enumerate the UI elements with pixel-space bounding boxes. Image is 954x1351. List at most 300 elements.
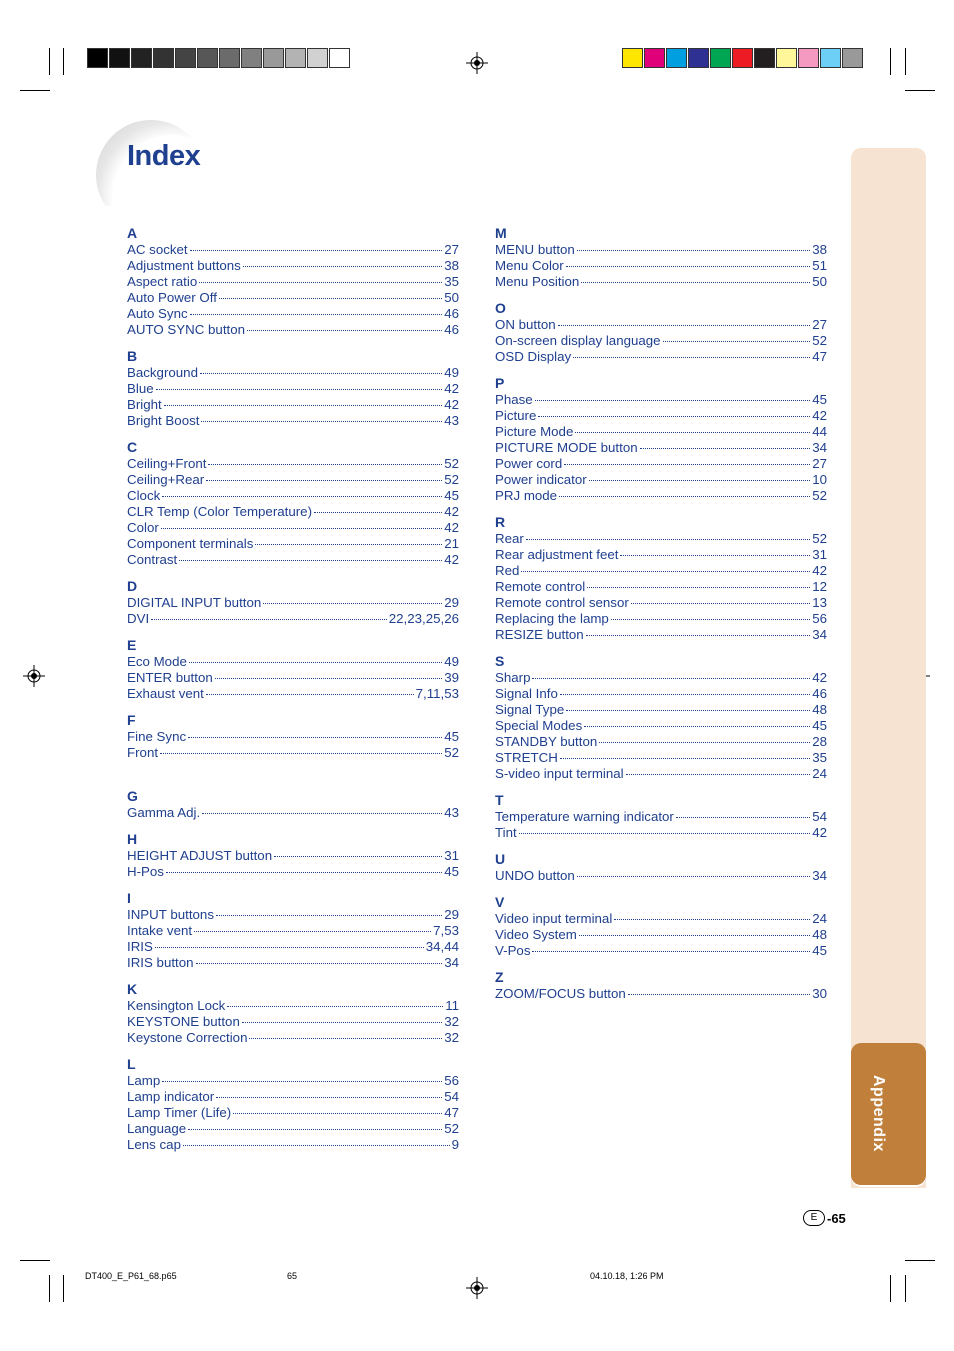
index-page-ref: 24 [812, 911, 827, 926]
index-page-ref: 29 [444, 595, 459, 610]
index-page-ref: 45 [444, 729, 459, 744]
index-entry [495, 349, 827, 365]
crop-mark [49, 1275, 50, 1302]
index-page-ref: 27 [812, 456, 827, 471]
color-swatch [754, 48, 775, 68]
index-entry [495, 531, 827, 547]
dot-leader [216, 915, 442, 916]
color-swatch [776, 48, 797, 68]
index-page-ref: 30 [812, 986, 827, 1001]
dot-leader [611, 619, 810, 620]
index-term: Language [127, 1121, 187, 1136]
index-entry [127, 745, 459, 761]
index-entry [127, 955, 459, 971]
index-entry [127, 504, 459, 520]
page-number [803, 1210, 846, 1226]
crop-mark [63, 1275, 64, 1302]
index-page-ref: 32 [444, 1014, 459, 1029]
color-swatch [666, 48, 687, 68]
crop-mark [905, 1275, 906, 1302]
dot-leader [581, 282, 810, 283]
index-page-ref: 34,44 [425, 939, 459, 954]
crop-mark [63, 48, 64, 75]
index-page-ref: 45 [812, 718, 827, 733]
gray-swatch [109, 48, 130, 68]
crop-mark [890, 1275, 891, 1302]
section-letter: D [127, 578, 138, 594]
dot-leader [188, 1129, 442, 1130]
index-page-ref: 45 [444, 864, 459, 879]
dot-leader [202, 813, 442, 814]
dot-leader [577, 250, 810, 251]
index-entry [127, 1137, 459, 1153]
index-entry [495, 943, 827, 959]
index-page-ref: 48 [812, 702, 827, 717]
registration-mark-icon [23, 665, 45, 687]
section-letter: S [495, 653, 505, 669]
index-page-ref: 46 [812, 686, 827, 701]
gray-swatch [219, 48, 240, 68]
index-term: Signal Type [495, 702, 565, 717]
index-entry [495, 927, 827, 943]
index-term: Bright Boost [127, 413, 200, 428]
dot-leader [631, 603, 810, 604]
dot-leader [532, 678, 810, 679]
dot-leader [573, 357, 810, 358]
index-page-ref: 21 [444, 536, 459, 551]
index-term: Signal Info [495, 686, 558, 701]
index-term: INPUT buttons [127, 907, 214, 922]
index-term: Intake vent [127, 923, 193, 938]
index-entry [495, 809, 827, 825]
index-entry [495, 579, 827, 595]
index-entry [127, 488, 459, 504]
language-badge: E [803, 1210, 825, 1226]
index-page-ref: 31 [444, 848, 459, 863]
index-entry [495, 686, 827, 702]
section-letter: O [495, 300, 506, 316]
index-entry [127, 686, 459, 702]
index-entry [495, 563, 827, 579]
index-entry [495, 456, 827, 472]
index-entry [127, 1073, 459, 1089]
dot-leader [579, 935, 810, 936]
dot-leader [179, 560, 442, 561]
index-page-ref: 43 [444, 805, 459, 820]
index-entry [127, 595, 459, 611]
index-page-ref: 54 [812, 809, 827, 824]
gray-swatch [175, 48, 196, 68]
section-letter: F [127, 712, 136, 728]
dot-leader [584, 726, 810, 727]
index-page-ref: 11 [445, 998, 459, 1013]
dot-leader [206, 480, 442, 481]
dot-leader [208, 464, 442, 465]
dot-leader [161, 528, 442, 529]
registration-mark-icon [466, 1277, 488, 1299]
index-entry [127, 520, 459, 536]
dot-leader [577, 876, 810, 877]
index-term: Rear [495, 531, 524, 546]
index-page-ref: 42 [812, 670, 827, 685]
index-term: Ceiling+Rear [127, 472, 205, 487]
index-page-ref: 13 [812, 595, 827, 610]
index-entry [127, 1105, 459, 1121]
index-entry [495, 702, 827, 718]
index-page-ref: 22,23,25,26 [388, 611, 459, 626]
index-page-ref: 52 [444, 1121, 459, 1136]
index-term: Clock [127, 488, 161, 503]
color-swatch [820, 48, 841, 68]
index-page-ref: 52 [444, 745, 459, 760]
index-page-ref: 52 [444, 472, 459, 487]
index-entry [495, 986, 827, 1002]
index-term: Menu Color [495, 258, 564, 273]
index-entry [127, 1030, 459, 1046]
dot-leader [676, 817, 810, 818]
index-term: Exhaust vent [127, 686, 204, 701]
index-entry [495, 274, 827, 290]
index-term: Auto Power Off [127, 290, 217, 305]
index-term: IRIS [127, 939, 153, 954]
section-letter: V [495, 894, 505, 910]
gray-swatch [307, 48, 328, 68]
gray-calibration-bar [87, 48, 351, 68]
index-term: Lamp indicator [127, 1089, 215, 1104]
index-term: Sharp [495, 670, 531, 685]
index-entry [127, 274, 459, 290]
index-term: Color [127, 520, 159, 535]
dot-leader [216, 1097, 442, 1098]
index-entry [495, 258, 827, 274]
index-term: Component terminals [127, 536, 254, 551]
section-letter: T [495, 792, 504, 808]
index-page-ref: 42 [812, 408, 827, 423]
dot-leader [564, 464, 810, 465]
index-entry [127, 413, 459, 429]
index-page-ref: 35 [444, 274, 459, 289]
dot-leader [614, 919, 810, 920]
dot-leader [538, 416, 810, 417]
index-entry [495, 472, 827, 488]
index-page-ref: 10 [812, 472, 827, 487]
index-page-ref: 52 [812, 531, 827, 546]
index-entry [127, 654, 459, 670]
index-page-ref: 27 [812, 317, 827, 332]
index-page-ref: 38 [444, 258, 459, 273]
index-page-ref: 48 [812, 927, 827, 942]
index-entry [127, 848, 459, 864]
dot-leader [219, 298, 442, 299]
index-term: PRJ mode [495, 488, 558, 503]
gray-swatch [87, 48, 108, 68]
appendix-tab [851, 1043, 926, 1187]
footer-filename: DT400_E_P61_68.p65 [85, 1271, 177, 1281]
index-term: Remote control [495, 579, 586, 594]
index-term: Video input terminal [495, 911, 613, 926]
index-page-ref: 50 [444, 290, 459, 305]
index-page-ref: 42 [444, 552, 459, 567]
index-entry [495, 825, 827, 841]
index-entry [127, 923, 459, 939]
color-swatch [732, 48, 753, 68]
index-term: Auto Sync [127, 306, 188, 321]
index-term: ON button [495, 317, 556, 332]
index-term: UNDO button [495, 868, 575, 883]
index-term: Temperature warning indicator [495, 809, 674, 824]
index-term: CLR Temp (Color Temperature) [127, 504, 312, 519]
dot-leader [194, 931, 431, 932]
footer-timestamp: 04.10.18, 1:26 PM [590, 1271, 664, 1281]
index-page-ref: 29 [444, 907, 459, 922]
index-term: On-screen display language [495, 333, 661, 348]
index-page-ref: 42 [444, 504, 459, 519]
index-entry [495, 734, 827, 750]
dot-leader [587, 587, 810, 588]
index-page-ref: 45 [444, 488, 459, 503]
index-entry [127, 536, 459, 552]
index-term: Phase [495, 392, 533, 407]
section-letter: I [127, 890, 131, 906]
index-page-ref: 54 [444, 1089, 459, 1104]
index-term: Special Modes [495, 718, 583, 733]
dot-leader [599, 742, 810, 743]
index-page-ref: 32 [444, 1030, 459, 1045]
crop-mark [890, 48, 891, 75]
index-column-right [495, 225, 827, 1002]
index-term: OSD Display [495, 349, 572, 364]
index-entry [127, 805, 459, 821]
index-entry [495, 408, 827, 424]
crop-mark [49, 48, 50, 75]
index-page-ref: 34 [812, 868, 827, 883]
gray-swatch [153, 48, 174, 68]
index-term: Ceiling+Front [127, 456, 207, 471]
index-term: V-Pos [495, 943, 531, 958]
index-term: MENU button [495, 242, 575, 257]
index-page-ref: 34 [444, 955, 459, 970]
index-page-ref: 35 [812, 750, 827, 765]
dot-leader [535, 400, 811, 401]
index-page-ref: 52 [812, 333, 827, 348]
index-entry [495, 242, 827, 258]
index-entry [127, 381, 459, 397]
index-term: Adjustment buttons [127, 258, 241, 273]
color-swatch [644, 48, 665, 68]
dot-leader [151, 619, 387, 620]
crop-mark [905, 1260, 935, 1261]
dot-leader [521, 571, 810, 572]
index-page-ref: 12 [812, 579, 827, 594]
color-swatch [622, 48, 643, 68]
index-page-ref: 47 [444, 1105, 459, 1120]
section-letter: B [127, 348, 138, 364]
section-letter: K [127, 981, 138, 997]
color-swatch [798, 48, 819, 68]
dot-leader [558, 325, 811, 326]
dot-leader [255, 544, 442, 545]
dot-leader [199, 282, 442, 283]
dot-leader [519, 833, 811, 834]
dot-leader [242, 1022, 442, 1023]
index-entry [127, 670, 459, 686]
index-page-ref: 47 [812, 349, 827, 364]
section-letter: R [495, 514, 506, 530]
section-letter: A [127, 225, 138, 241]
section-letter: H [127, 831, 138, 847]
index-entry [127, 306, 459, 322]
index-page-ref: 42 [444, 397, 459, 412]
dot-leader [243, 266, 442, 267]
index-term: Replacing the lamp [495, 611, 609, 626]
dot-leader [532, 951, 810, 952]
index-term: Picture [495, 408, 537, 423]
index-entry [127, 258, 459, 274]
index-entry [127, 365, 459, 381]
index-page-ref: 45 [812, 392, 827, 407]
index-page-ref: 49 [444, 654, 459, 669]
dot-leader [164, 405, 442, 406]
index-term: Contrast [127, 552, 178, 567]
index-page-ref: 45 [812, 943, 827, 958]
index-page-ref: 7,53 [433, 923, 459, 938]
index-term: Bright [127, 397, 162, 412]
index-term: Picture Mode [495, 424, 574, 439]
index-term: AC socket [127, 242, 188, 257]
footer-page: 65 [287, 1271, 298, 1281]
index-page-ref: 44 [812, 424, 827, 439]
index-term: ZOOM/FOCUS button [495, 986, 626, 1001]
index-entry [495, 547, 827, 563]
index-page-ref: 52 [444, 456, 459, 471]
index-page-ref: 42 [812, 563, 827, 578]
index-entry [127, 456, 459, 472]
dot-leader [162, 496, 442, 497]
index-page-ref: 49 [444, 365, 459, 380]
index-term: Power indicator [495, 472, 587, 487]
dot-leader [233, 1113, 442, 1114]
index-entry [127, 472, 459, 488]
index-entry [495, 868, 827, 884]
index-page-ref: 43 [444, 413, 459, 428]
index-page-ref: 39 [444, 670, 459, 685]
index-term: PICTURE MODE button [495, 440, 638, 455]
side-strip [851, 148, 926, 1188]
index-entry [127, 729, 459, 745]
index-page-ref: 27 [444, 242, 459, 257]
dot-leader [526, 539, 810, 540]
index-term: Background [127, 365, 198, 380]
index-term: RESIZE button [495, 627, 584, 642]
index-page-ref: 31 [812, 547, 827, 562]
crop-mark [905, 48, 906, 75]
gray-swatch [197, 48, 218, 68]
index-page-ref: 34 [812, 627, 827, 642]
gray-swatch [329, 48, 350, 68]
index-page-ref: 52 [812, 488, 827, 503]
index-page-ref: 56 [444, 1073, 459, 1088]
registration-mark-icon [466, 52, 488, 74]
section-letter: G [127, 788, 138, 804]
dot-leader [314, 512, 442, 513]
index-page-ref: 9 [451, 1137, 459, 1152]
index-page-ref: 51 [812, 258, 827, 273]
dot-leader [628, 994, 810, 995]
index-term: Blue [127, 381, 154, 396]
dot-leader [586, 635, 811, 636]
gray-swatch [263, 48, 284, 68]
dot-leader [215, 678, 442, 679]
dot-leader [200, 373, 442, 374]
index-term: S-video input terminal [495, 766, 624, 781]
index-entry [127, 242, 459, 258]
index-page-ref: 46 [444, 322, 459, 337]
index-term: Lens cap [127, 1137, 181, 1152]
index-entry [495, 611, 827, 627]
index-entry [495, 718, 827, 734]
index-term: STANDBY button [495, 734, 598, 749]
dot-leader [227, 1006, 443, 1007]
dot-leader [190, 314, 443, 315]
index-page-ref: 7,11,53 [415, 686, 459, 701]
index-page-ref: 56 [812, 611, 827, 626]
index-page-ref: 24 [812, 766, 827, 781]
page-number-value: -65 [827, 1210, 846, 1226]
index-entry [127, 1089, 459, 1105]
dot-leader [188, 737, 442, 738]
index-entry [495, 627, 827, 643]
dot-leader [196, 963, 443, 964]
index-entry [127, 397, 459, 413]
section-letter: Z [495, 969, 504, 985]
section-letter: L [127, 1056, 136, 1072]
index-term: Front [127, 745, 159, 760]
dot-leader [189, 662, 442, 663]
color-swatch [710, 48, 731, 68]
index-term: Keystone Correction [127, 1030, 248, 1045]
index-term: H-Pos [127, 864, 164, 879]
index-page-ref: 46 [444, 306, 459, 321]
dot-leader [155, 947, 424, 948]
index-entry [127, 322, 459, 338]
index-entry [127, 611, 459, 627]
index-entry [495, 333, 827, 349]
index-entry [495, 317, 827, 333]
index-term: Lamp [127, 1073, 161, 1088]
index-entry [495, 392, 827, 408]
index-entry [127, 864, 459, 880]
dot-leader [626, 774, 811, 775]
index-entry [495, 911, 827, 927]
index-term: Tint [495, 825, 517, 840]
dot-leader [566, 266, 810, 267]
index-entry [127, 552, 459, 568]
index-entry [127, 907, 459, 923]
index-term: DVI [127, 611, 150, 626]
section-letter: M [495, 225, 507, 241]
index-term: Red [495, 563, 520, 578]
index-page-ref: 28 [812, 734, 827, 749]
index-term: Fine Sync [127, 729, 187, 744]
dot-leader [559, 496, 810, 497]
dot-leader [201, 421, 442, 422]
index-term: Kensington Lock [127, 998, 226, 1013]
crop-mark [20, 90, 50, 91]
dot-leader [263, 603, 442, 604]
index-term: KEYSTONE button [127, 1014, 240, 1029]
gray-swatch [131, 48, 152, 68]
index-term: IRIS button [127, 955, 194, 970]
